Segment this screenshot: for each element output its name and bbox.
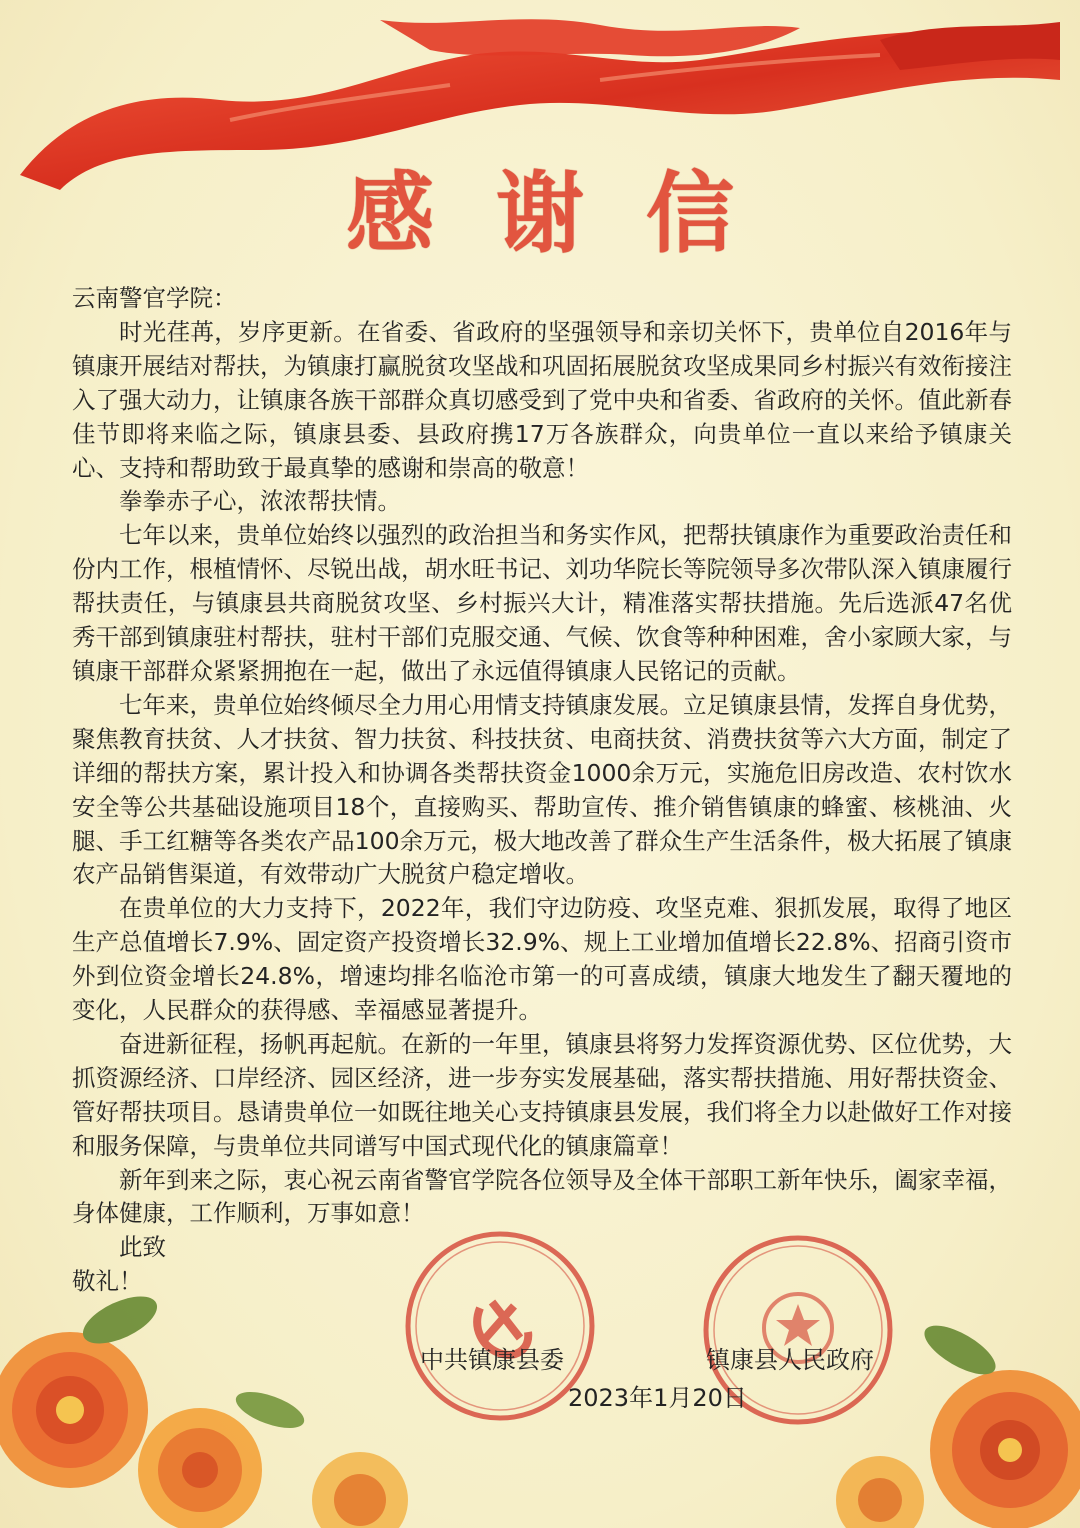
paragraph-4: 七年来，贵单位始终倾尽全力用心用情支持镇康发展。立足镇康县情，发挥自身优势，聚焦教育扶贫、人才扶贫、智力扶贫、科技扶贫、电商扶贫、消费扶贫等六大方面，制定了详细的帮扶方案，累计投入和协调各类帮扶资金1000余万元，实施危旧房改造、农村饮水安全等公共基础设施项目18个，直接购买、帮助宣传、推介销售镇康的蜂蜜、核桃油、火腿、手工红糖等各类农产品100余万元，极大地改善了群众生产生活条件，极大拓展了镇康农产品销售渠道，有效带动广大脱贫户稳定增收。 [72, 690, 1012, 889]
letter-date: 2023年1月20日 [568, 1384, 747, 1412]
paragraph-2: 拳拳赤子心，浓浓帮扶情。 [119, 487, 401, 516]
signature-party-committee: 中共镇康县委 [420, 1346, 564, 1374]
paragraph-6: 奋进新征程，扬帆再起航。在新的一年里，镇康县将努力发挥资源优势、区位优势，大抓资源经济、口岸经济、园区经济，进一步夯实发展基础，落实帮扶措施、用好帮扶资金、管好帮扶项目。恳请贵单位一如既往地关心支持镇康县发展，我们将全力以赴做好工作对接和服务保障，与贵单位共同谱写中国式现代化的镇康篇章！ [72, 1029, 1012, 1160]
paragraph-5: 在贵单位的大力支持下，2022年，我们守边防疫、攻坚克难、狠抓发展，取得了地区生产总值增长7.9%、固定资产投资增长32.9%、规上工业增加值增长22.8%、招商引资市外到位资金增长24.8%，增速均排名临沧市第一的可喜成绩，镇康大地发生了翻天覆地的变化，人民群众的获得感、幸福感显著提升。 [72, 894, 1012, 1025]
letter-body [72, 282, 1012, 1299]
signature-county-government: 镇康县人民政府 [706, 1346, 874, 1374]
paragraph-1: 时光荏苒，岁序更新。在省委、省政府的坚强领导和亲切关怀下，贵单位自2016年与镇康开展结对帮扶，为镇康打赢脱贫攻坚战和巩固拓展脱贫攻坚成果同乡村振兴有效衔接注入了强大动力，让镇康各族干部群众真切感受到了党中央和省委、省政府的关怀。值此新春佳节即将来临之际，镇康县委、县政府携17万各族群众，向贵单位一直以来给予镇康关心、支持和帮助致于最真挚的感谢和崇高的敬意！ [72, 317, 1012, 482]
closing-line-1: 此致 [119, 1233, 166, 1262]
paragraph-3: 七年以来，贵单位始终以强烈的政治担当和务实作风，把帮扶镇康作为重要政治责任和份内工作，根植情怀、尽锐出战，胡水旺书记、刘功华院长等院领导多次带队深入镇康履行帮扶责任，与镇康县共商脱贫攻坚、乡村振兴大计，精准落实帮扶措施。先后选派47名优秀干部到镇康驻村帮扶，驻村干部们克服交通、气候、饮食等种种困难，舍小家顾大家，与镇康干部群众紧紧拥抱在一起，做出了永远值得镇康人民铭记的贡献。 [72, 521, 1012, 685]
letter-title: 感谢信 [345, 161, 796, 265]
paragraph-7: 新年到来之际，衷心祝云南省警官学院各位领导及全体干部职工新年快乐，阖家幸福，身体健康，工作顺利，万事如意！ [72, 1165, 1012, 1228]
salutation: 云南警官学院： [72, 284, 237, 312]
closing-line-2: 敬礼！ [72, 1267, 143, 1296]
